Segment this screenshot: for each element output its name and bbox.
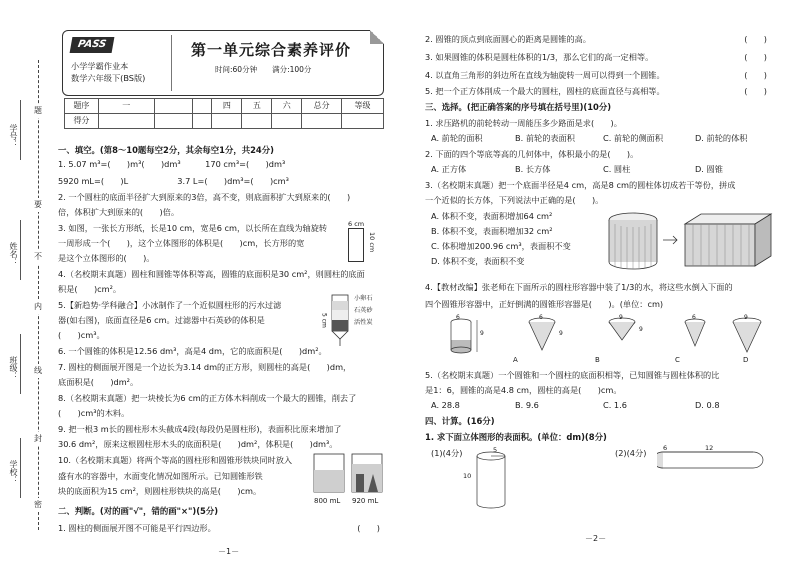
choice-3b: 一个近似的长方体，下列说法中正确的是( )。 (425, 195, 604, 205)
question-8b: ( )cm³的木料。 (58, 408, 130, 418)
table-cell: 六 (272, 99, 302, 114)
option[interactable]: C. 前轮的侧面积 (603, 133, 664, 143)
dimension-label: 12 (705, 444, 714, 452)
volume-label: 920 mL (352, 497, 379, 505)
section-fill-blank-title: 一、填空。(第8～10题每空2分，其余每空1分，共24分) (58, 145, 274, 155)
option[interactable]: A. 体积不变，表面积增加64 cm² (431, 211, 553, 221)
score-input-cell[interactable] (212, 114, 242, 129)
layer-label: 石英砂 (354, 307, 373, 314)
score-input-cell[interactable] (242, 114, 272, 129)
binding-word: 封 (34, 432, 42, 446)
student-name-label: 姓名： (9, 242, 18, 266)
binding-word: 要 (34, 198, 42, 212)
volume-label: 800 mL (314, 497, 341, 505)
question-10a: 10.（名校期末真题）将两个等高的圆柱形和圆锥形铁块同时放入 (58, 455, 293, 465)
choice-4b: 四个圆锥形容器中，正好倒满的圆锥形容器是( )。(单位：cm) (425, 299, 664, 309)
rectangle-shape (348, 228, 364, 262)
dimension-label: 9 (480, 330, 484, 337)
table-cell: 一 (98, 99, 154, 114)
table-cell: 得分 (65, 114, 99, 129)
option[interactable]: B. 前轮的表面积 (515, 133, 575, 143)
school-label: 学校： (9, 460, 18, 484)
option-label-d[interactable]: D (743, 356, 749, 364)
option[interactable]: D. 体积不变，表面积不变 (431, 256, 525, 266)
judge-1-text: 1. 圆柱的侧面展开图不可能是平行四边形。 (58, 523, 216, 533)
question-10b: 盛有水的容器中，水面变化情况如图所示。已知圆锥形铁 (58, 471, 263, 481)
option[interactable]: A. 正方体 (431, 164, 467, 174)
table-row (65, 114, 384, 129)
answer-paren[interactable]: ( ) (357, 523, 380, 533)
option[interactable]: B. 9.6 (515, 400, 539, 410)
water-containers-icon (312, 450, 388, 496)
binding-word: 题 (34, 104, 42, 118)
question-1a: 1. 5.07 m³=( )m³( )dm³ 170 cm³=( )dm³ (58, 159, 286, 169)
judge-5 (425, 86, 775, 96)
page-number: －2－ (585, 534, 607, 543)
judge-3 (425, 52, 775, 62)
cylinder-shape-icon (471, 448, 561, 512)
score-input-cell[interactable] (302, 114, 342, 129)
option[interactable]: A. 前轮的面积 (431, 133, 483, 143)
judge-4-text: 4. 以直角三角形的斜边所在直线为轴旋转一周可以得到一个圆锥。 (425, 70, 665, 80)
question-4a: 4.（名校期末真题）圆柱和圆锥等体积等高，圆锥的底面积是30 cm²，则圆柱的底面 (58, 269, 365, 279)
calc-1b-label: (2)(4分) (615, 448, 647, 458)
page-title: 第一单元综合素养评价 (191, 41, 352, 59)
score-input-cell[interactable] (342, 114, 384, 129)
choice-5b: 是1：6，圆锥的高是4.8 cm，圆柱的高是( )cm。 (425, 385, 622, 395)
header-box (62, 30, 384, 96)
dimension-label: 10 (463, 472, 472, 480)
dimension-label: 6 (456, 314, 460, 321)
width-label: 6 cm (348, 220, 365, 228)
section-choice-title: 三、选择。(把正确答案的序号填在括号里)(10分) (425, 102, 612, 112)
judge-2 (425, 34, 775, 44)
question-7b: 底面积是( )dm²。 (58, 377, 139, 387)
layer-label: 活性炭 (354, 319, 373, 326)
dimension-label: 6 (663, 444, 668, 452)
score-input-cell[interactable] (98, 114, 154, 129)
choice-3a: 3.（名校期末真题）把一个底面半径是4 cm，高是8 cm的圆柱体切成若干等份，拼成 (425, 180, 736, 190)
dimension-label: 6 (539, 314, 543, 321)
option[interactable]: D. 0.8 (695, 400, 720, 410)
table-cell: 五 (242, 99, 272, 114)
question-5a: 5.【新趋势·学科融合】小冰制作了一个近似圆柱形的污水过滤 (58, 300, 282, 310)
binding-word: 密 (34, 498, 42, 512)
option[interactable]: C. 体积增加200.96 cm³，表面积不变 (431, 241, 571, 251)
question-3c: 是这个立体图形的( )。 (58, 253, 155, 263)
composite-solid-figure (463, 446, 561, 512)
binding-dashed-line (38, 60, 39, 530)
table-cell: 四 (212, 99, 242, 114)
judge-4 (425, 70, 775, 80)
cone-options-figure (447, 316, 767, 364)
filter-icon (326, 293, 354, 347)
answer-paren[interactable]: ( ) (744, 70, 767, 80)
question-8a: 8.（名校期末真题）把一块棱长为6 cm的正方体木料削成一个最大的圆锥，削去了 (58, 393, 357, 403)
layer-label: 小卵石 (354, 295, 373, 302)
length-label: 10 cm (368, 232, 377, 253)
option[interactable]: B. 体积不变，表面积增加32 cm² (431, 226, 553, 236)
option[interactable]: C. 圆柱 (603, 164, 631, 174)
question-2b: 倍，体积扩大到原来的( )倍。 (58, 207, 180, 217)
dimension-label: 9 (639, 326, 643, 333)
judge-2-text: 2. 圆锥的顶点到底面圆心的距离是圆锥的高。 (425, 34, 591, 44)
binding-word: 内 (34, 300, 42, 314)
option[interactable]: B. 长方体 (515, 164, 551, 174)
choice-2: 2. 下面的四个等底等高的几何体中，体积最小的是( )。 (425, 149, 639, 159)
answer-paren[interactable]: ( ) (744, 86, 767, 96)
table-row (65, 99, 384, 114)
dimension-label: 6 (692, 314, 696, 321)
judge-1 (58, 523, 388, 533)
table-cell: 等级 (342, 99, 384, 114)
section-calc-title: 四、计算。(16分) (425, 416, 495, 426)
dimension-label: 9 (559, 330, 563, 337)
question-3a: 3. 如图，一张长方形纸，长是10 cm，宽是6 cm，以长所在直线为轴旋转 (58, 223, 328, 233)
score-input-cell[interactable] (154, 114, 192, 129)
corner-fold-icon (370, 30, 384, 44)
semicylinder-icon (657, 446, 777, 476)
binding-word: 不 (34, 250, 42, 264)
table-cell (154, 99, 192, 114)
calc-1a-label: (1)(4分) (431, 448, 463, 458)
question-4b: 积是( )cm²。 (58, 284, 122, 294)
table-cell: 题序 (65, 99, 99, 114)
class-label: 班级： (9, 356, 18, 380)
filter-figure (320, 293, 388, 349)
dimension-label: 9 (744, 314, 748, 321)
page-number: －1－ (218, 547, 240, 556)
option-label-a[interactable]: A (513, 356, 518, 364)
dimension-label: 9 (619, 314, 623, 321)
binding-margin (0, 0, 58, 566)
judge-3-text: 3. 如果圆锥的体积是圆柱体积的1/3，那么它们的高一定相等。 (425, 52, 654, 62)
question-10c: 块的底面积为15 cm²，则圆柱形铁块的高是( )cm。 (58, 486, 262, 496)
question-7a: 7. 圆柱的侧面展开图是一个边长为3.14 dm的正方形，则圆柱的高是( )dm， (58, 362, 352, 372)
option[interactable]: D. 前轮的体积 (695, 133, 748, 143)
table-cell: 总分 (302, 99, 342, 114)
question-1b: 5920 mL=( )L 3.7 L=( )dm³=( )cm³ (58, 176, 289, 186)
series-name: 小学学霸作业本 (71, 61, 129, 71)
containers-figure (312, 450, 388, 508)
option-label-b[interactable]: B (595, 356, 600, 364)
dimension-label: 5 (493, 446, 498, 454)
option[interactable]: C. 1.6 (603, 400, 627, 410)
grade-label: 数学六年级下(BS版) (71, 73, 146, 83)
question-9b: 30.6 dm²，原来这根圆柱形木头的底面积是( )dm²，体积是( )dm³。 (58, 439, 338, 449)
cones-icon (447, 316, 767, 356)
option[interactable]: D. 圆锥 (695, 164, 723, 174)
exam-meta: 时间:60分钟 满分:100分 (215, 65, 312, 74)
rectangle-figure (348, 220, 382, 264)
cylinder-to-cuboid-figure (605, 210, 775, 272)
choice-1: 1. 求压路机的前轮转动一周能压多少路面是求( )。 (425, 118, 622, 128)
answer-paren[interactable]: ( ) (744, 52, 767, 62)
binding-word: 线 (34, 364, 42, 378)
choice-4a: 4.【教材改编】张老师在下面所示的圆柱形容器中装了1/3的水，将这些水倒入下面的 (425, 282, 733, 292)
filter-height-label: 5 cm (320, 313, 328, 328)
score-table (64, 98, 384, 129)
question-5c: ( )cm³。 (58, 330, 105, 340)
student-id-label: 学号： (9, 124, 18, 148)
calc-1-title: 1. 求下面立体图形的表面积。(单位：dm)(8分) (425, 432, 607, 442)
question-5b: 器(如右图)，底面直径是6 cm。过滤器中石英砂的体积是 (58, 315, 265, 325)
pass-logo: PASS (70, 37, 115, 53)
choice-5a: 5.（名校期末真题）一个圆锥和一个圆柱的底面积相等，已知圆锥与圆柱体积的比 (425, 370, 720, 380)
score-input-cell[interactable] (192, 114, 212, 129)
option[interactable]: A. 28.8 (431, 400, 460, 410)
answer-paren[interactable]: ( ) (744, 34, 767, 44)
score-input-cell[interactable] (272, 114, 302, 129)
question-9a: 9. 把一根3 m长的圆柱形木头截成4段(每段仍是圆柱形)，表面积比原来增加了 (58, 424, 342, 434)
semicylinder-figure (657, 446, 777, 476)
question-6: 6. 一个圆锥的体积是12.56 dm³，高是4 dm，它的底面积是( )dm²。 (58, 346, 327, 356)
question-3b: 一周形成一个( )，这个立体图形的体积是( )cm，长方形的宽 (58, 238, 305, 248)
judge-5-text: 5. 把一个正方体削成一个最大的圆柱，圆柱的底面直径与高相等。 (425, 86, 665, 96)
question-2a: 2. 一个圆柱的底面半径扩大到原来的3倍，高不变，则底面积扩大到原来的( ) (58, 192, 351, 202)
section-judge-title: 二、判断。(对的画"√"，错的画"×")(5分) (58, 506, 219, 516)
table-cell (192, 99, 212, 114)
option-label-c[interactable]: C (675, 356, 680, 364)
